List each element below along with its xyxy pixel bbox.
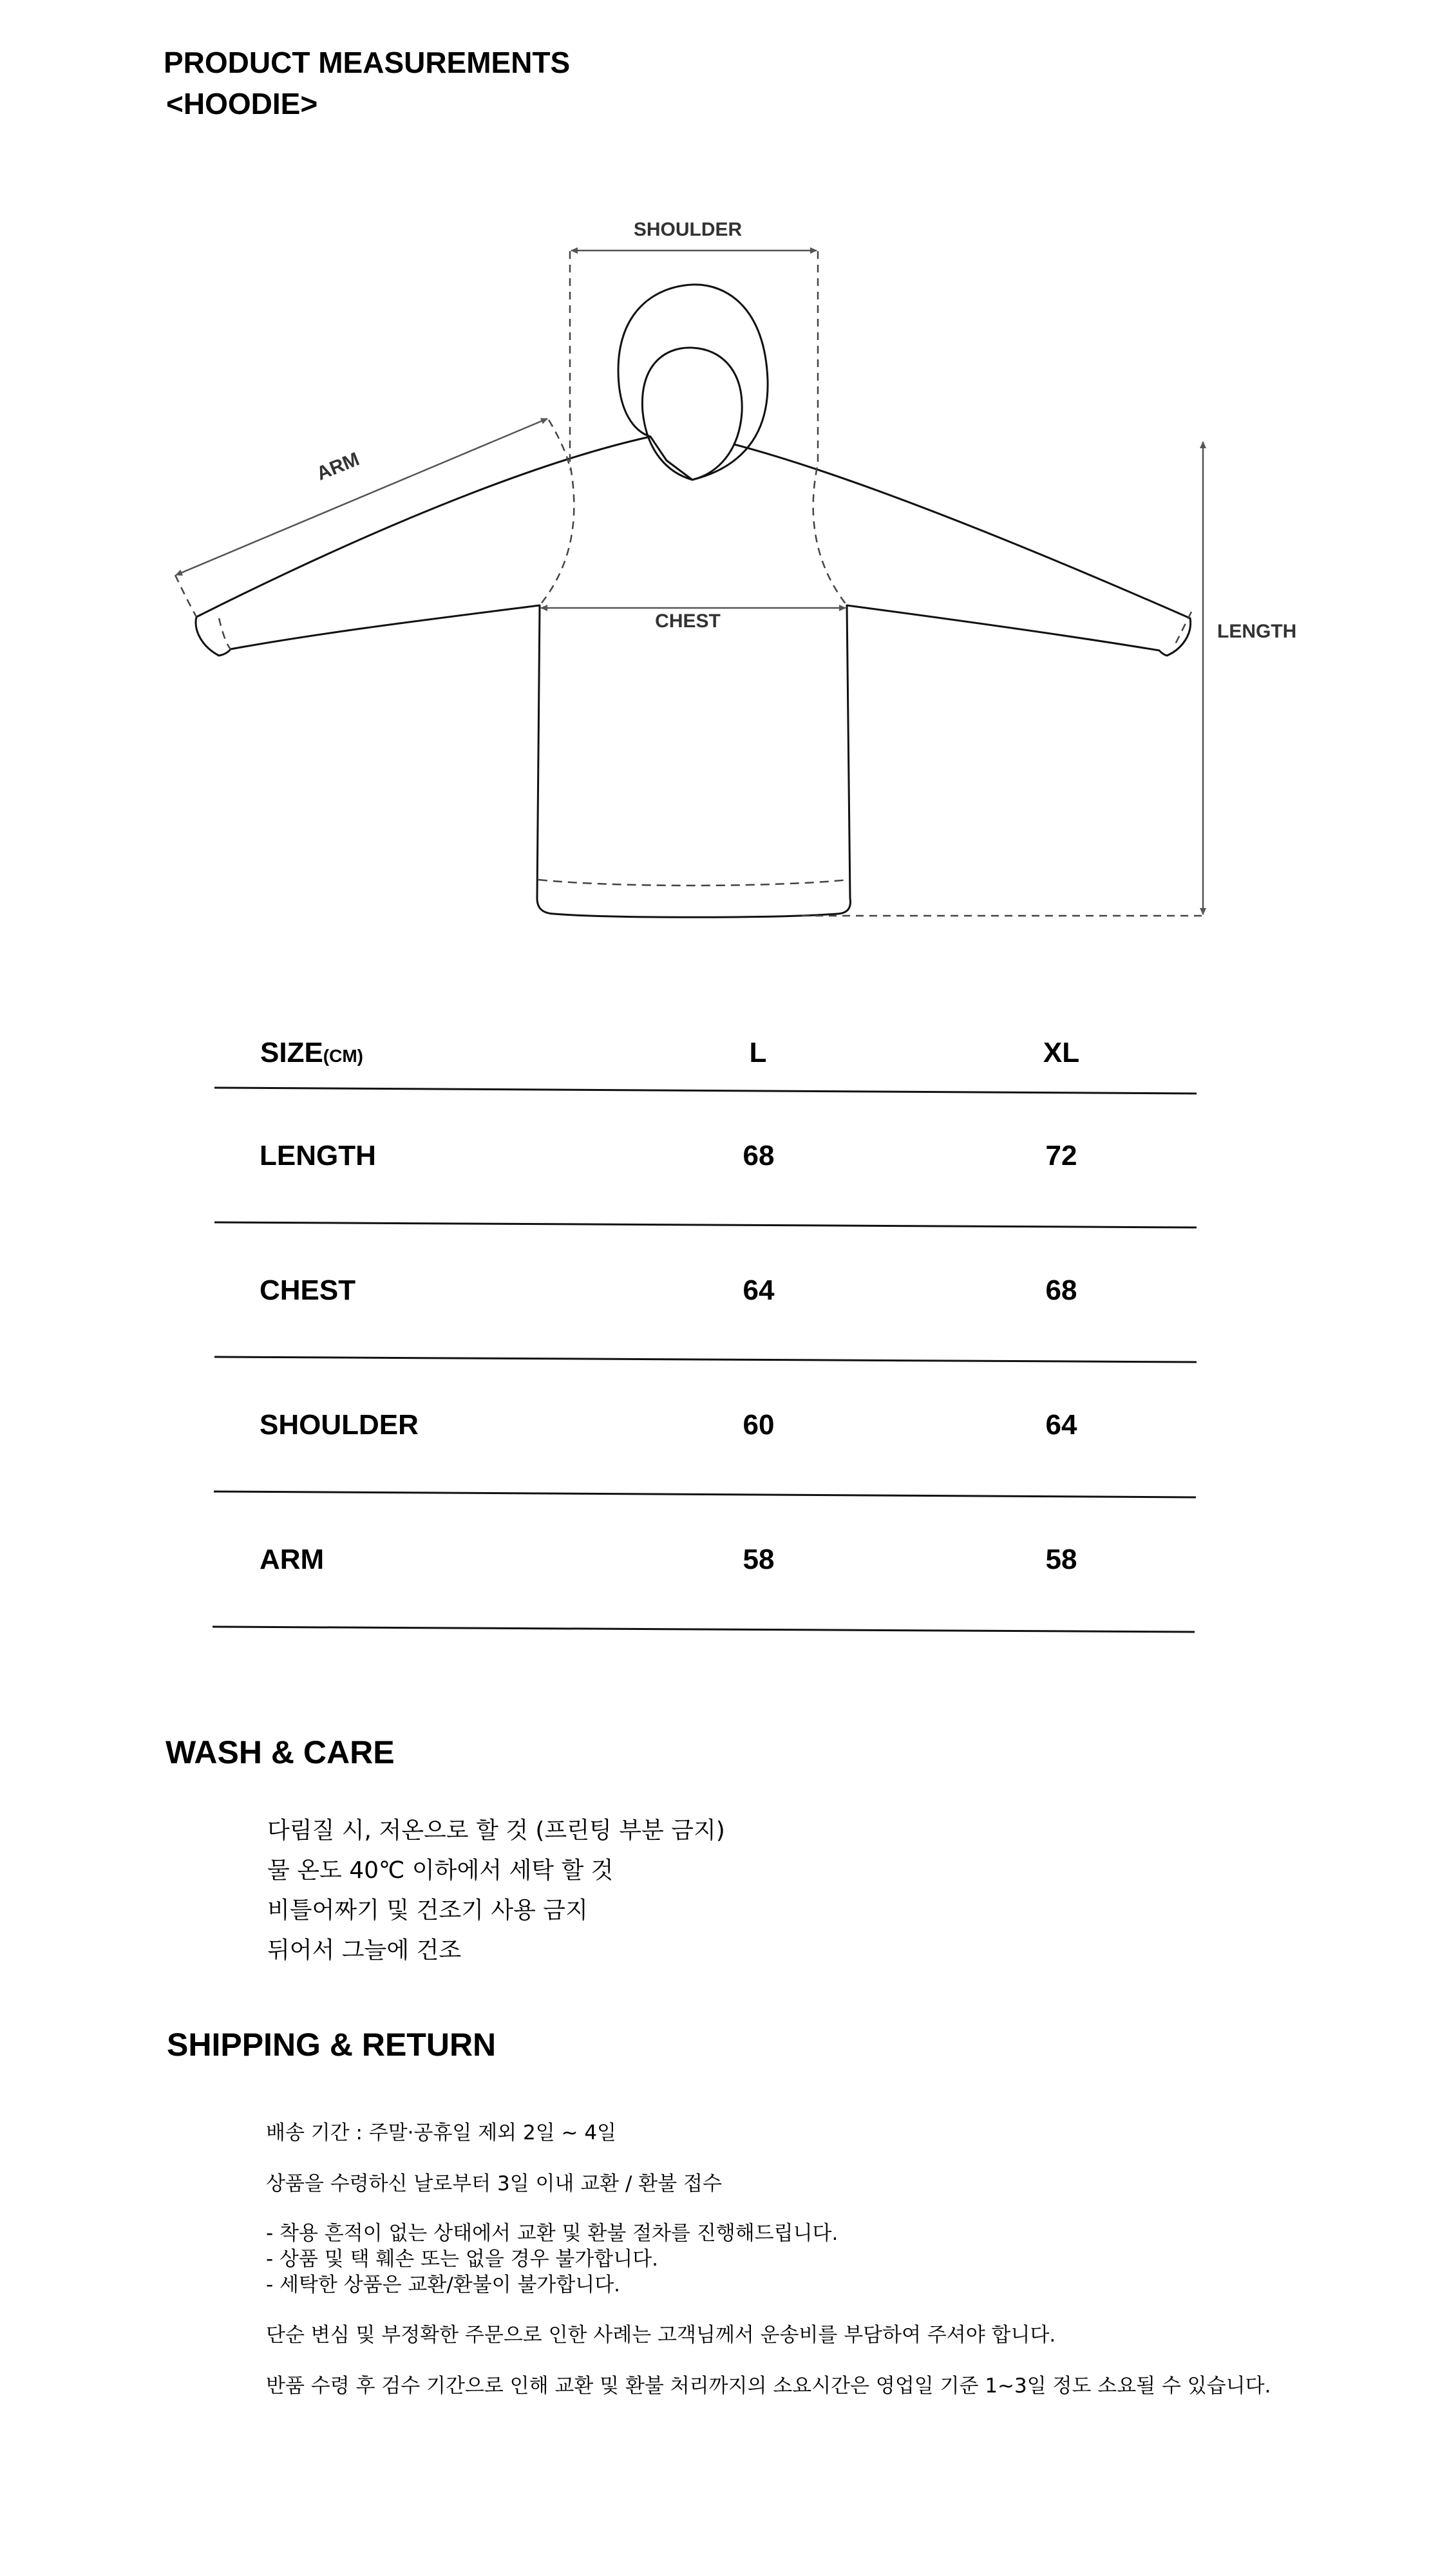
- shipping-bullet: - 세탁한 상품은 교환/환불이 불가합니다.: [266, 2273, 621, 2297]
- table-rule: [214, 1222, 1197, 1227]
- chest-label: CHEST: [655, 611, 721, 632]
- wash-care-line: 물 온도 40℃ 이하에서 세탁 할 것: [267, 1857, 614, 1884]
- table-rules: [0, 1082, 1449, 1636]
- column-header: XL: [1043, 1037, 1080, 1068]
- table-cell: 58: [1045, 1544, 1077, 1575]
- table-cell: 68: [743, 1140, 775, 1171]
- table-cell: 58: [743, 1544, 775, 1575]
- table-cell: 64: [743, 1274, 775, 1306]
- arm-arrow: [176, 419, 547, 575]
- arm-label: ARM: [314, 448, 363, 485]
- size-header: [260, 1037, 363, 1069]
- table-cell: 72: [1045, 1140, 1077, 1171]
- hoodie-outline: [196, 285, 1191, 917]
- table-row-name: SHOULDER: [260, 1409, 419, 1441]
- length-label: LENGTH: [1217, 621, 1297, 642]
- size-header-label: SIZE: [260, 1037, 323, 1068]
- table-row-name: ARM: [260, 1544, 325, 1575]
- table-cell: 60: [743, 1409, 775, 1441]
- shipping-title: SHIPPING & RETURN: [167, 2027, 497, 2063]
- shipping-exchange: 상품을 수령하신 날로부터 3일 이내 교환 / 환불 접수: [266, 2172, 722, 2195]
- shipping-bullet: - 착용 흔적이 없는 상태에서 교환 및 환불 절차를 진행해드립니다.: [266, 2222, 838, 2245]
- shipping-bullet: - 상품 및 택 훼손 또는 없을 경우 불가합니다.: [266, 2248, 658, 2271]
- hoodie-diagram: [0, 0, 1449, 966]
- table-cell: 68: [1045, 1274, 1077, 1306]
- shipping-notice: 반품 수령 후 검수 기간으로 인해 교환 및 환불 처리까지의 소요시간은 영업일 기준 1~3일 정도 소요될 수 있습니다.: [266, 2374, 1271, 2398]
- product-subtitle: <HOODIE>: [166, 87, 318, 120]
- shipping-notice: 단순 변심 및 부정확한 주문으로 인한 사례는 고객님께서 운송비를 부담하여 주셔야 합니다.: [266, 2324, 1056, 2347]
- shoulder-label: SHOULDER: [633, 219, 743, 240]
- wash-care-line: 다림질 시, 저온으로 할 것 (프린팅 부분 금지): [267, 1817, 725, 1844]
- table-row-name: LENGTH: [260, 1140, 376, 1171]
- table-cell: 64: [1045, 1409, 1077, 1441]
- shipping-period: 배송 기간 : 주말·공휴일 제외 2일 ~ 4일: [266, 2121, 616, 2145]
- table-rule: [214, 1357, 1197, 1362]
- wash-care-line: 비틀어짜기 및 건조기 사용 금지: [267, 1897, 588, 1924]
- table-rule: [214, 1088, 1197, 1094]
- table-row-name: CHEST: [260, 1274, 356, 1306]
- wash-care-list: [267, 1811, 725, 1971]
- wash-care-line: 뒤어서 그늘에 건조: [267, 1937, 462, 1964]
- column-header: L: [749, 1037, 767, 1068]
- table-rule: [213, 1627, 1195, 1632]
- size-header-unit: (CM): [323, 1046, 363, 1066]
- table-rule: [214, 1492, 1196, 1497]
- page-title: PRODUCT MEASUREMENTS: [164, 46, 571, 79]
- wash-care-title: WASH & CARE: [166, 1734, 395, 1770]
